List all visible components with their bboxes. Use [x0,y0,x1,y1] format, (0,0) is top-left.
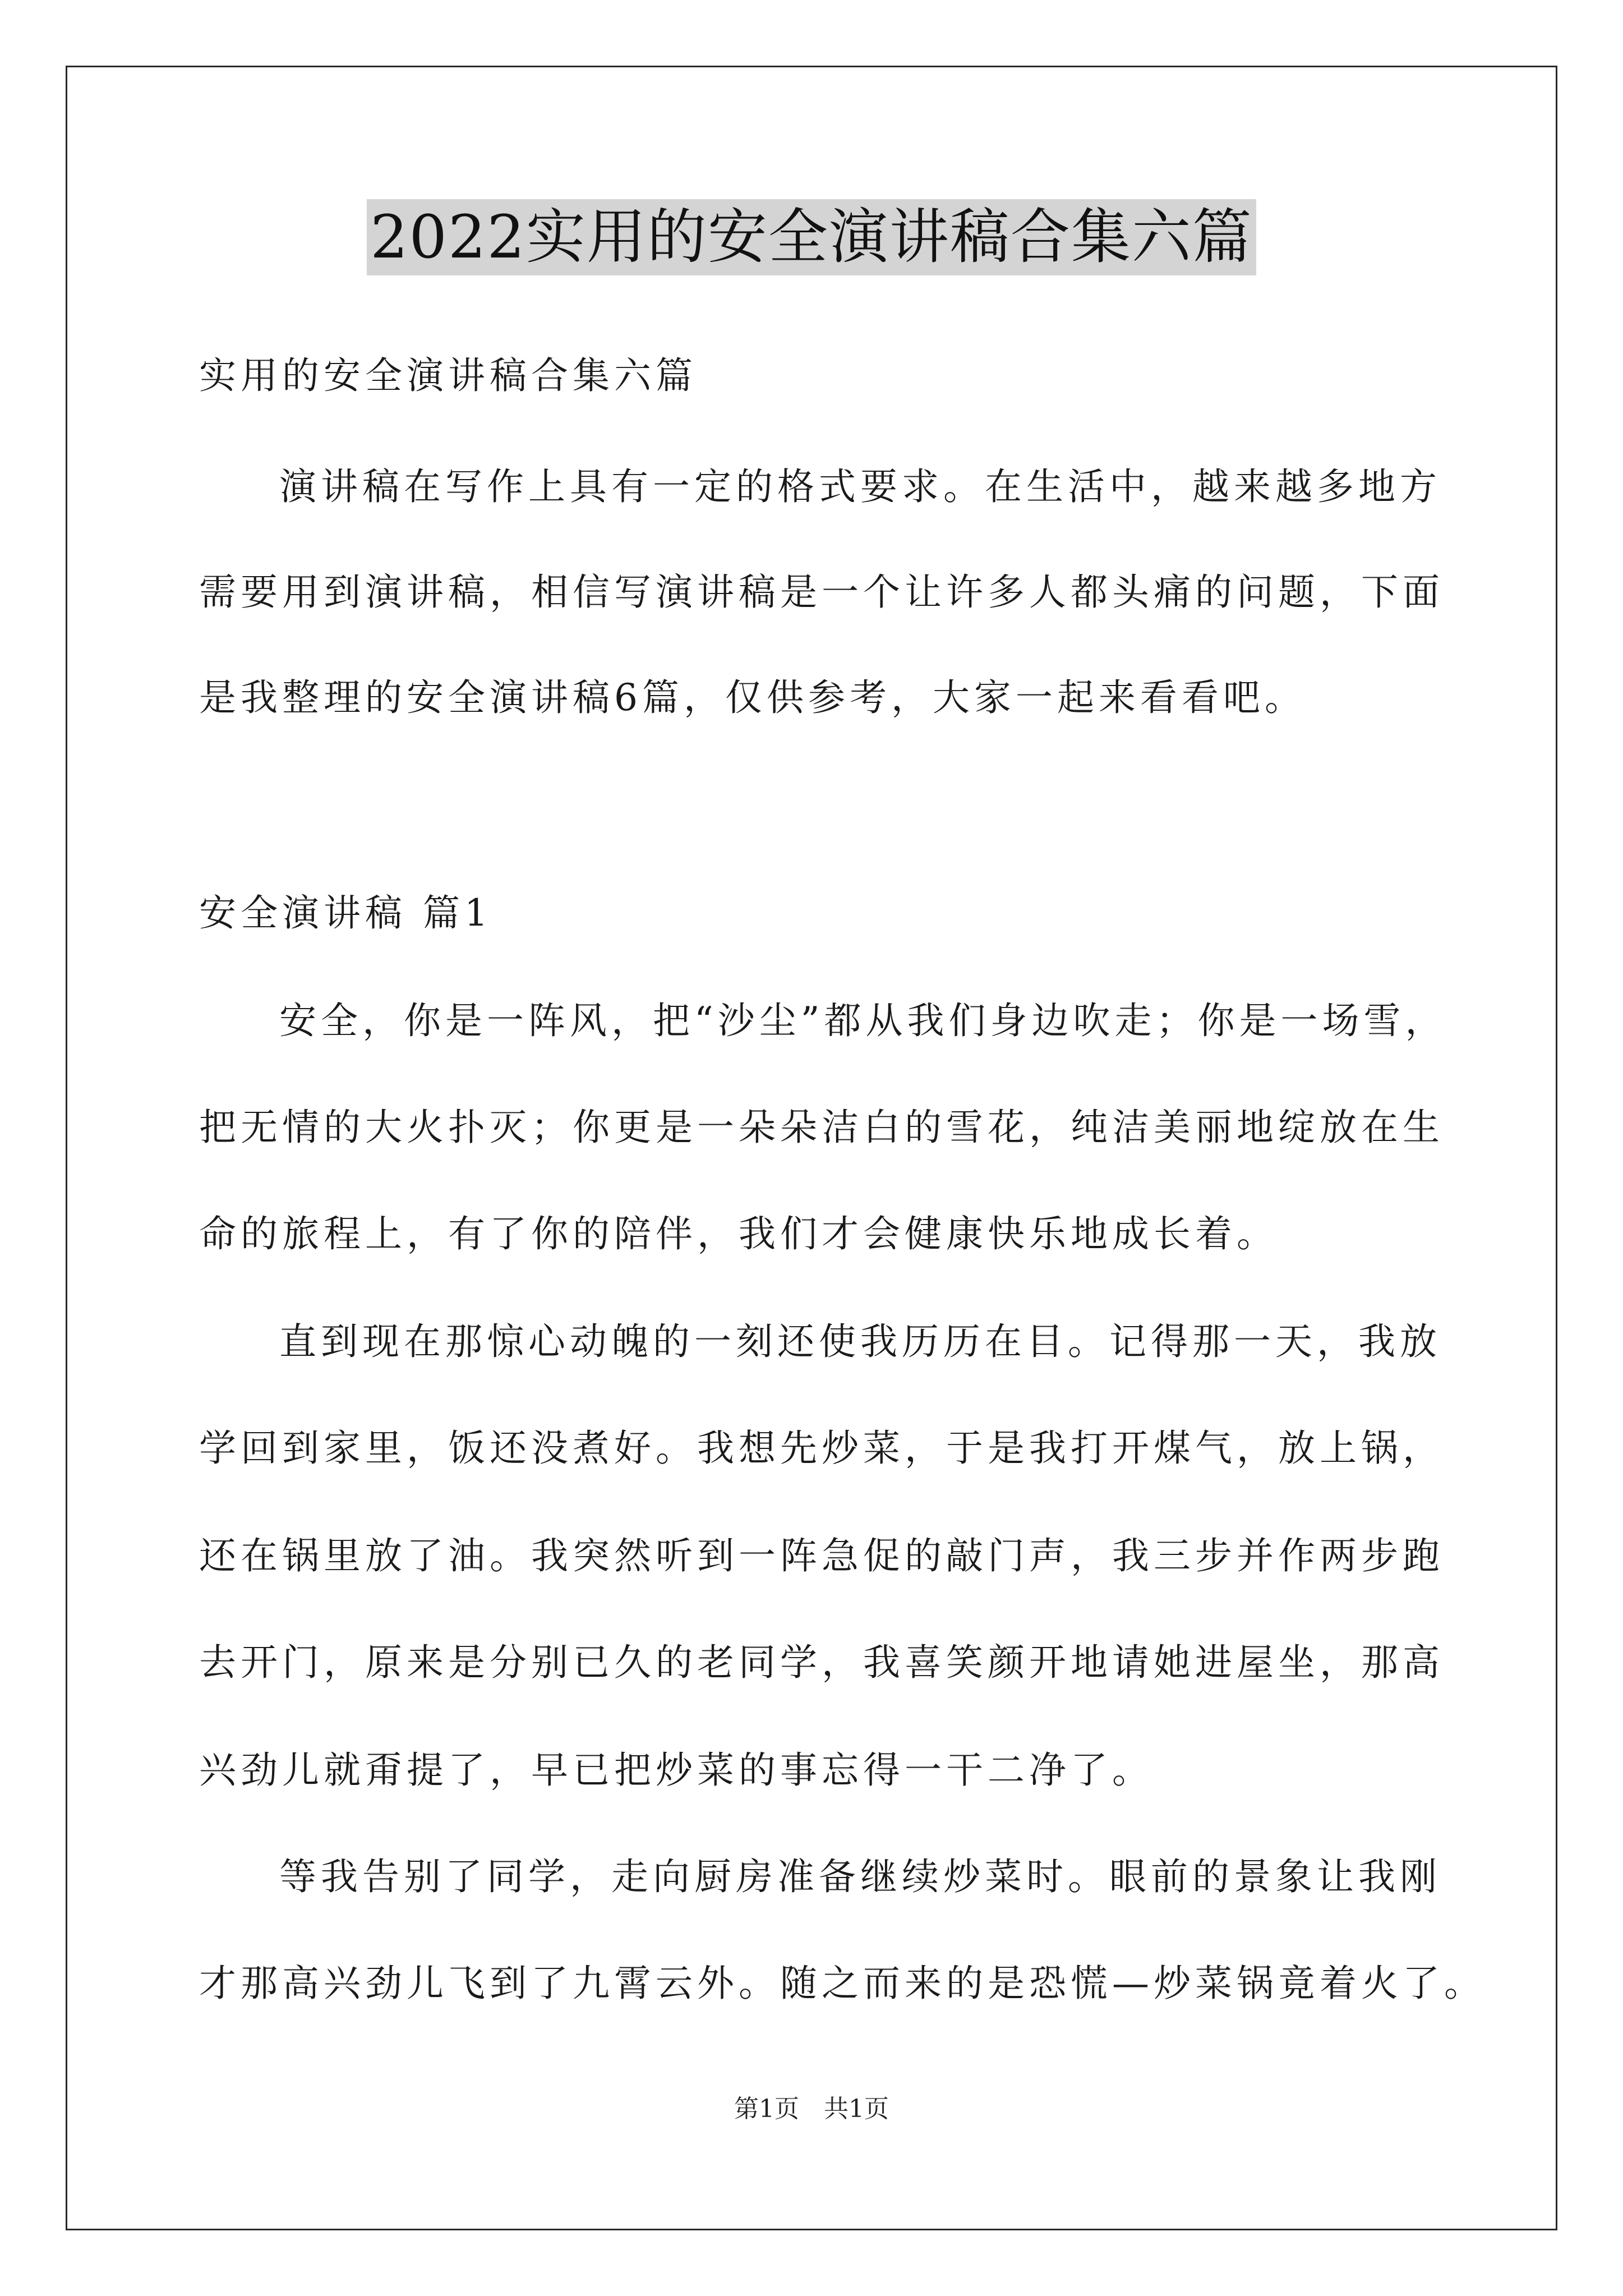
title-container [0,199,1623,275]
paragraph-line: 安全，你是一阵风，把“沙尘”都从我们身边吹走；你是一场雪， [279,999,1447,1042]
paragraph-line: 才那高兴劲儿飞到了九霄云外。随之而来的是恐慌—炒菜锅竟着火了。 [199,1962,1486,2005]
paragraph-line: 还在锅里放了油。我突然听到一阵急促的敲门声，我三步并作两步跑 [199,1534,1444,1577]
paragraph-line: 把无情的大火扑灭；你更是一朵朵洁白的雪花，纯洁美丽地绽放在生 [199,1106,1444,1149]
paragraph-line: 去开门，原来是分别已久的老同学，我喜笑颜开地请她进屋坐，那高 [199,1641,1444,1684]
paragraph-line: 兴劲儿就甭提了，早已把炒菜的事忘得一干二净了。 [199,1749,1154,1792]
document-title: 2022实用的安全演讲稿合集六篇 [367,199,1256,275]
paragraph-line: 等我告别了同学，走向厨房准备继续炒菜时。眼前的景象让我刚 [279,1855,1441,1898]
document-subtitle: 实用的安全演讲稿合集六篇 [199,354,697,397]
intro-line: 演讲稿在写作上具有一定的格式要求。在生活中，越来越多地方 [279,465,1441,508]
section-heading: 安全演讲稿 篇1 [199,891,492,935]
intro-line: 是我整理的安全演讲稿6篇，仅供参考，大家一起来看看吧。 [199,676,1306,719]
paragraph-line: 命的旅程上，有了你的陪伴，我们才会健康快乐地成长着。 [199,1212,1278,1255]
paragraph-line: 直到现在那惊心动魄的一刻还使我历历在目。记得那一天，我放 [279,1320,1441,1363]
intro-line: 需要用到演讲稿，相信写演讲稿是一个让许多人都头痛的问题，下面 [199,570,1444,614]
paragraph-line: 学回到家里，饭还没煮好。我想先炒菜，于是我打开煤气，放上锅， [199,1427,1444,1470]
page-footer: 第1页 共1页 [734,2095,889,2123]
